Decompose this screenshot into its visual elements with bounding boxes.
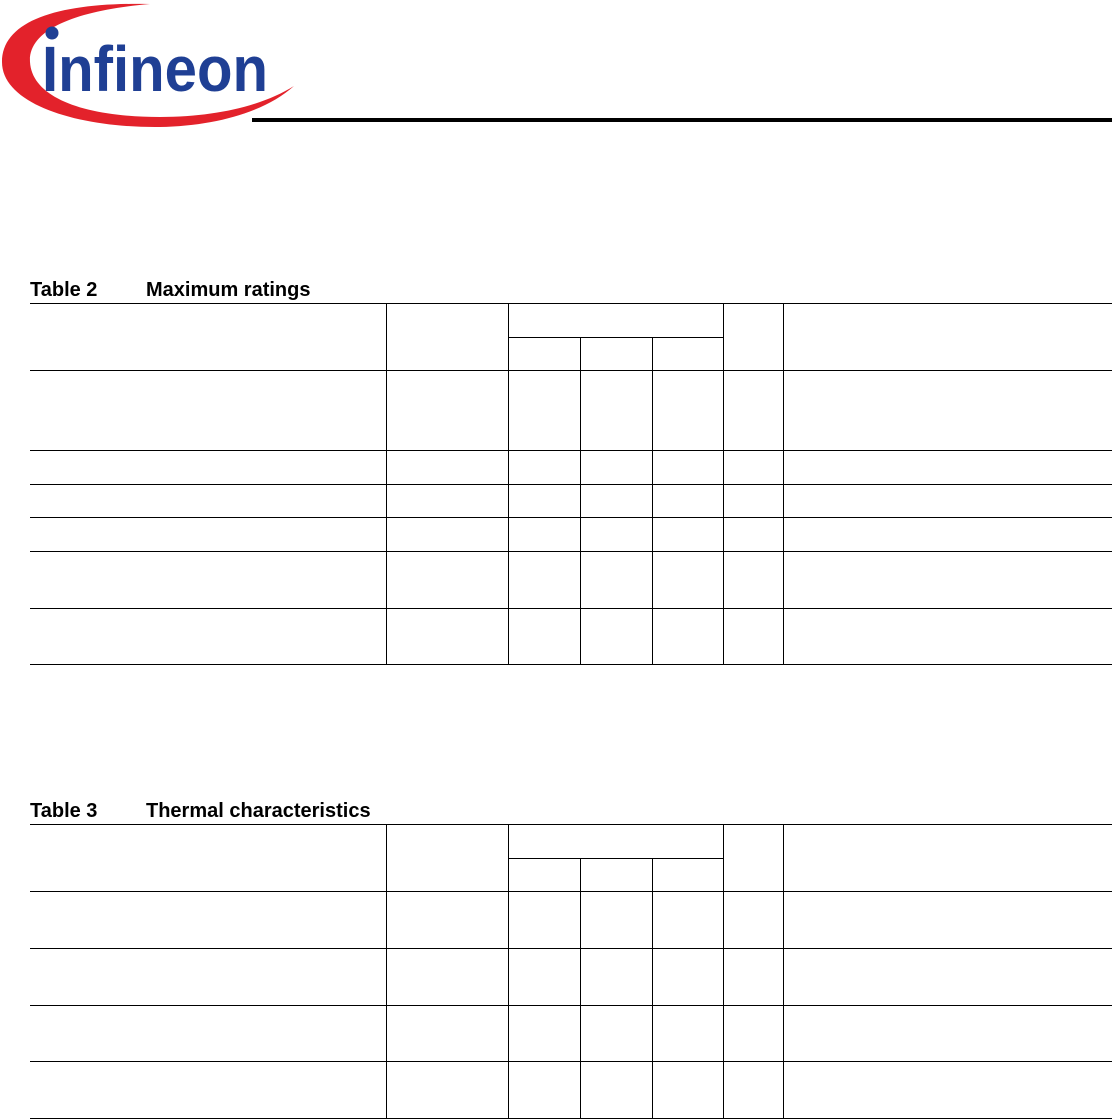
table-row bbox=[30, 552, 1112, 609]
table2-maximum-ratings bbox=[30, 303, 1112, 665]
table-row bbox=[30, 949, 1112, 1006]
table-row bbox=[30, 485, 1112, 518]
table-row bbox=[30, 451, 1112, 485]
table3-number: Table 3 bbox=[30, 800, 98, 822]
table-row bbox=[30, 1006, 1112, 1062]
infineon-logo bbox=[0, 0, 300, 132]
table-row bbox=[30, 892, 1112, 949]
svg-text:Infineon: Infineon bbox=[42, 33, 268, 105]
table-row bbox=[30, 1062, 1112, 1119]
table3-thermal-characteristics bbox=[30, 824, 1112, 1119]
table2-number: Table 2 bbox=[30, 279, 98, 301]
table2-caption bbox=[30, 279, 310, 301]
table-row bbox=[30, 518, 1112, 552]
table-header-row bbox=[30, 304, 1112, 371]
table-row bbox=[30, 371, 1112, 451]
header-rule bbox=[252, 118, 1112, 122]
table-header-row bbox=[30, 825, 1112, 892]
table3-caption bbox=[30, 800, 371, 822]
table-row bbox=[30, 609, 1112, 665]
table3-title: Thermal characteristics bbox=[146, 800, 371, 822]
table2-title: Maximum ratings bbox=[146, 279, 311, 301]
